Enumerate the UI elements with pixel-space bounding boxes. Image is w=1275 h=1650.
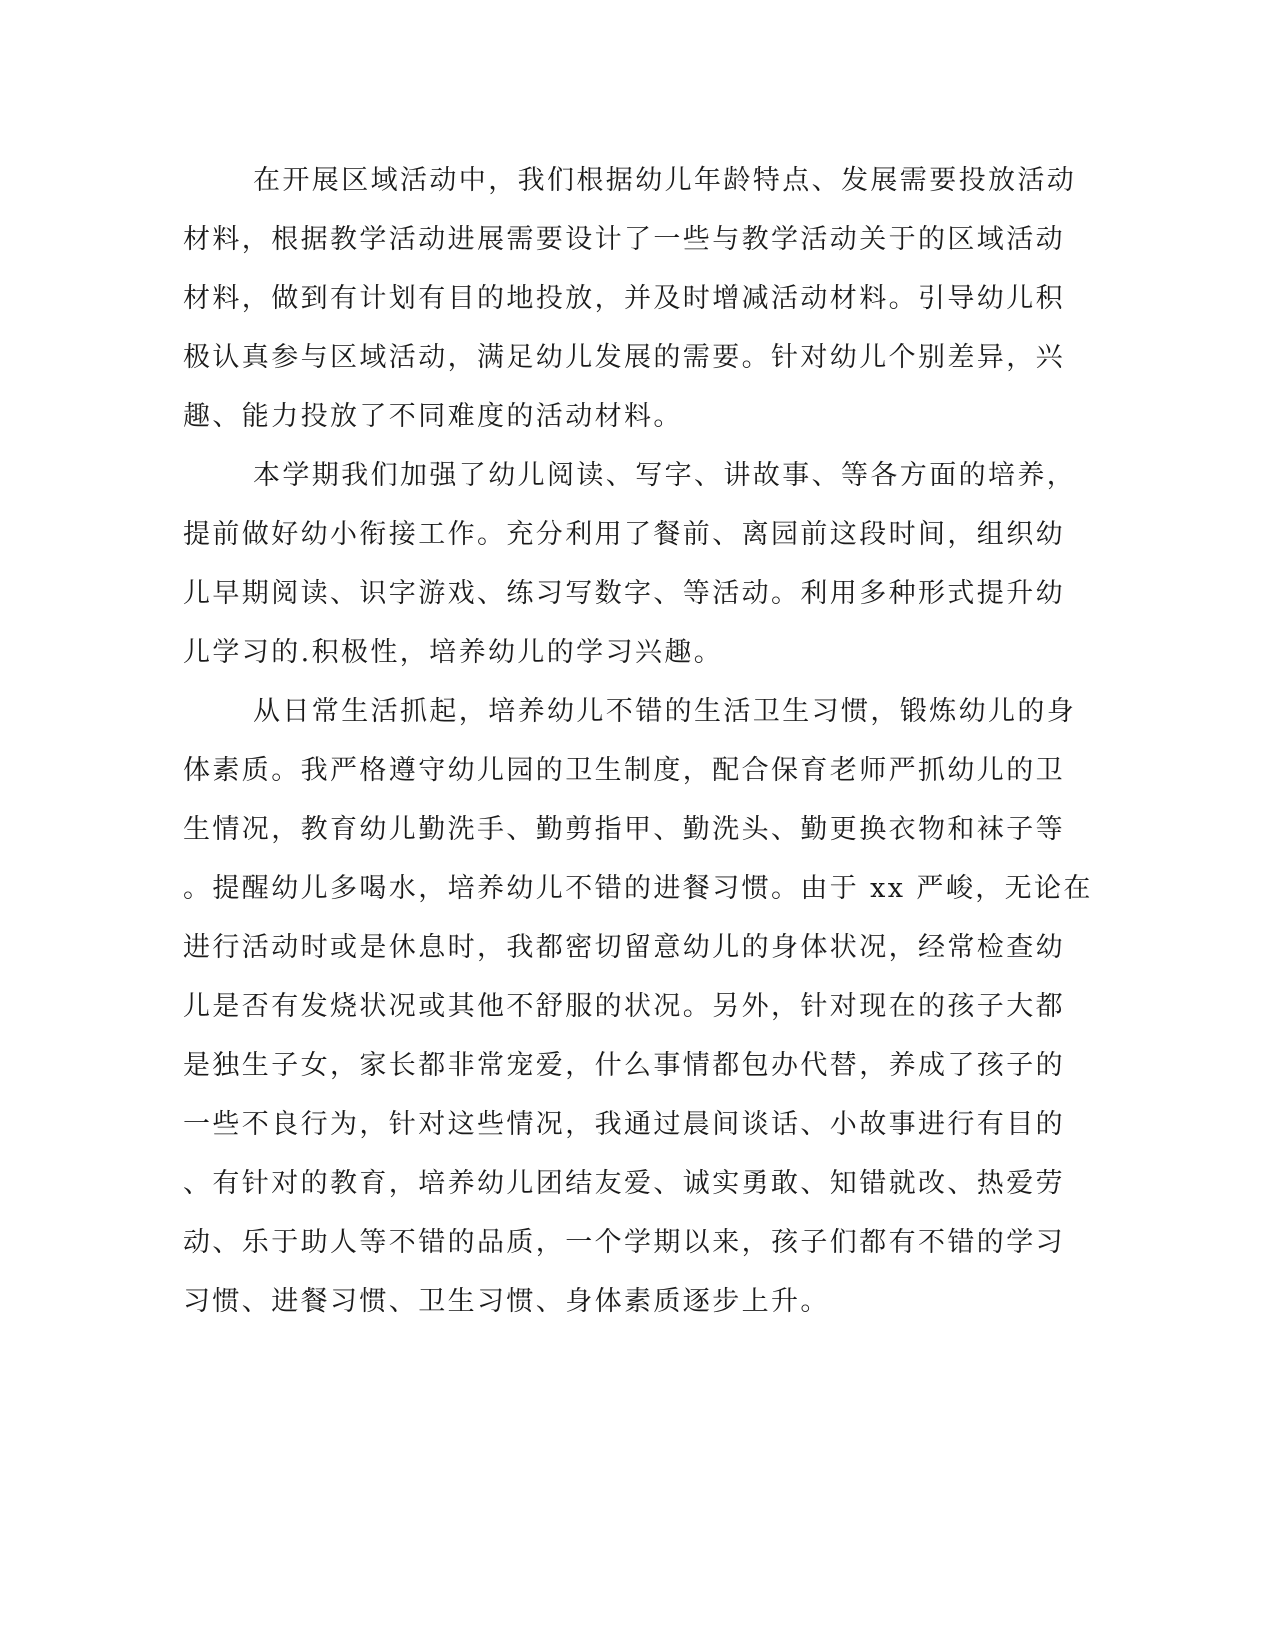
- text-line: 材料，做到有计划有目的地投放，并及时增减活动材料。引导幼儿积: [183, 283, 1065, 314]
- paragraph-regional-activities: [183, 161, 1077, 456]
- text-line: 提前做好幼小衔接工作。充分利用了餐前、离园前这段时间，组织幼: [183, 519, 1065, 550]
- text-line: 在开展区域活动中，我们根据幼儿年龄特点、发展需要投放活动: [253, 165, 1077, 196]
- text-line: 从日常生活抓起，培养幼儿不错的生活卫生习惯，锻炼幼儿的身: [253, 696, 1077, 727]
- paragraph-reading-writing: [183, 456, 1077, 692]
- paragraph-daily-hygiene: [183, 692, 1093, 1341]
- text-line: 动、乐于助人等不错的品质，一个学期以来，孩子们都有不错的学习: [183, 1227, 1065, 1258]
- text-line: 体素质。我严格遵守幼儿园的卫生制度，配合保育老师严抓幼儿的卫: [183, 755, 1065, 786]
- text-line: 习惯、进餐习惯、卫生习惯、身体素质逐步上升。: [183, 1286, 830, 1317]
- body-text: [183, 161, 1093, 1341]
- text-line: 是独生子女，家长都非常宠爱，什么事情都包办代替，养成了孩子的: [183, 1050, 1065, 1081]
- text-line: 趣、能力投放了不同难度的活动材料。: [183, 401, 683, 432]
- text-line: 儿早期阅读、识字游戏、练习写数字、等活动。利用多种形式提升幼: [183, 578, 1065, 609]
- text-line: 、有针对的教育，培养幼儿团结友爱、诚实勇敢、知错就改、热爱劳: [183, 1168, 1065, 1199]
- text-line: 生情况，教育幼儿勤洗手、勤剪指甲、勤洗头、勤更换衣物和袜子等: [183, 814, 1065, 845]
- text-line: 材料，根据教学活动进展需要设计了一些与教学活动关于的区域活动: [183, 224, 1065, 255]
- text-line: 极认真参与区域活动，满足幼儿发展的需要。针对幼儿个别差异，兴: [183, 342, 1065, 373]
- text-line: 本学期我们加强了幼儿阅读、写字、讲故事、等各方面的培养，: [253, 460, 1077, 491]
- text-line: 进行活动时或是休息时，我都密切留意幼儿的身体状况，经常检查幼: [183, 932, 1065, 963]
- text-line: 儿是否有发烧状况或其他不舒服的状况。另外，针对现在的孩子大都: [183, 991, 1065, 1022]
- text-line: 一些不良行为，针对这些情况，我通过晨间谈话、小故事进行有目的: [183, 1109, 1065, 1140]
- text-line: 。提醒幼儿多喝水，培养幼儿不错的进餐习惯。由于 xx 严峻，无论在: [183, 873, 1093, 904]
- text-line: 儿学习的.积极性，培养幼儿的学习兴趣。: [183, 637, 724, 668]
